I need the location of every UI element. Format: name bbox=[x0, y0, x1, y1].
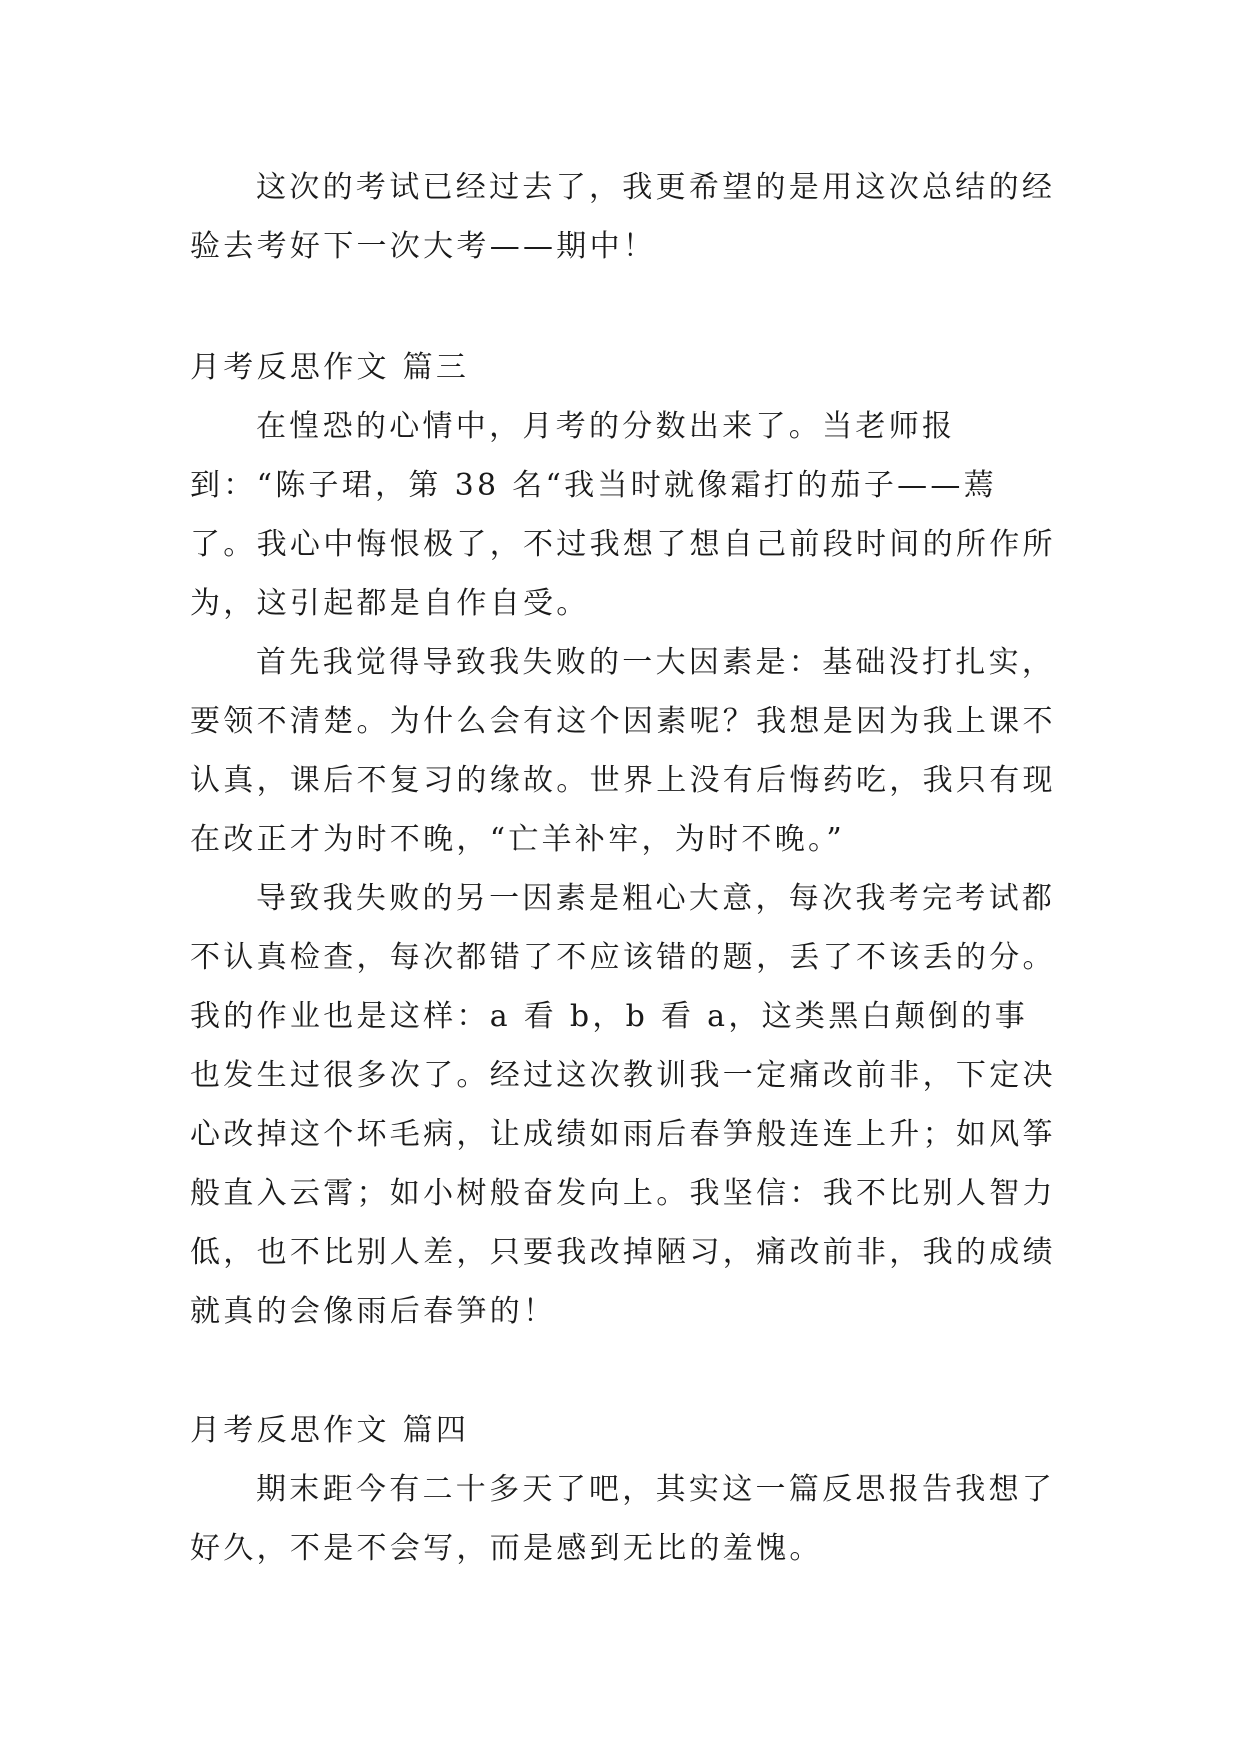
section-heading-4: 月考反思作文 篇四 bbox=[190, 1413, 470, 1448]
section3-paragraph-1: 在惶恐的心情中，月考的分数出来了。当老师报到：“陈子珺，第 38 名“我当时就像霜打的茄子——蔫了。我心中悔恨极了，不过我想了想自己前段时间的所作所为，这引起都是自作自受。 bbox=[190, 409, 1056, 621]
section3-paragraph-3: 导致我失败的另一因素是粗心大意，每次我考完考试都不认真检查，每次都错了不应该错的题，丢了不该丢的分。我的作业也是这样：a 看 b，b 看 a，这类黑白颠倒的事也发生过很多次了。经过这次教训我一定痛改前非，下定决心改掉这个坏毛病，让成绩如雨后春笋般连连上升；如风筝般直入云霄；如小树般奋发向上。我坚信：我不比别人智力低，也不比别人差，只要我改掉陋习，痛改前非，我的成绩就真的会像雨后春笋的！ bbox=[190, 881, 1056, 1329]
spacer bbox=[190, 1341, 1060, 1401]
section3-paragraph-2: 首先我觉得导致我失败的一大因素是：基础没打扎实，要领不清楚。为什么会有这个因素呢？我想是因为我上课不认真，课后不复习的缘故。世界上没有后悔药吃，我只有现在改正才为时不晚，“亡羊补牢，为时不晚。” bbox=[190, 645, 1056, 857]
section-heading-3: 月考反思作文 篇三 bbox=[190, 350, 470, 385]
document-page bbox=[190, 158, 1060, 1578]
intro-paragraph: 这次的考试已经过去了，我更希望的是用这次总结的经验去考好下一次大考——期中！ bbox=[190, 170, 1056, 264]
section4-paragraph-1: 期末距今有二十多天了吧，其实这一篇反思报告我想了好久，不是不会写，而是感到无比的羞愧。 bbox=[190, 1472, 1056, 1566]
spacer bbox=[190, 276, 1060, 338]
